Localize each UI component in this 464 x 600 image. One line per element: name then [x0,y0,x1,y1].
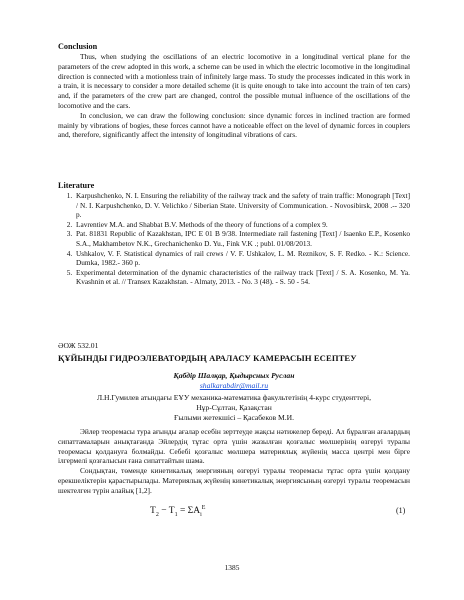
author-affiliation: Л.Н.Гумилев атындағы ЕҰУ механика-математика факультетінің 4-курс студенттері, [97,393,371,402]
literature-item: 5. Experimental determination of the dynamic characteristics of the railway track [Text] / S. A. Kosenko, M. Ya. Kvashnin et al. // Transex Kazakhstan. - Almaty, 2013. - No. 3 (48). - S. 50 - 54. [74,268,410,287]
supervisor: Ғылыми жетекшісі – Қасабеков М.И. [173,413,295,422]
article-authors: Қабдір Шалқар, Қыдырсных Руслан [173,371,295,380]
conclusion-section [58,42,410,140]
udk-code: ӘОЖ 532.01 [58,341,99,350]
article-paragraph-2: Сондықтан, төменде кинетикалық энергияның өзгеруі туралы теоремасы тұтас орта үшін қолдану ерекшеліктерін қарастырылады. Материялық жүйенің кинетикалық энергиясының өзгеруі туралы теоремасын шектелген түрін алайық [1,2]. [58,466,410,495]
literature-item: 3. Pat. 81831 Republic of Kazakhstan, IPC E 01 B 9/38. Intermediate rail fastening [Text] / Isaenko E.P., Kosenko S.A., Makhambetov N.K., Grechanichenko D. Yu., Fink V.K .; publ. 01/08/2013. [74,229,410,248]
equation-1: $T_2 - T_1 = \Sigma A_i^E$ [150,505,206,519]
conclusion-heading: Conclusion [58,42,98,51]
article-paragraph-1: Эйлер теоремасы тура ағынды ағалар есебін зерттеуде жақсы нәтижелер береді. Ал бұралған ағалардың сипаттамаларын анықтағанда Эйлердің тұтас орта үшін жазылған қозғалыс мөлшерінің өзгеруі туралы теоремасы қолдануға болмайды. Себебі қозғалыс мөлшера материялық жүйенің масса центрі мен бірге ілгермелі қозғалысын ғана сипаттайтын шама. [58,427,410,466]
article-body [58,427,410,496]
conclusion-paragraph-1: Thus, when studying the oscillations of an electric locomotive in a longitudinal vertical plane for the parameters of the crew adopted in this work, a scheme can be used in which the electric locomotive in the longitudinal direction is connected with a motionless train of infinitely large mass. To study the processes indicated in this work in a train, it is necessary to consider a more detailed scheme (it is quite enough to take into account the train of ten cars) and, if the parameters of the crew part are changed, control the possible mutual influence of the oscillations of the locomotive and the cars. [58,52,410,110]
literature-heading: Literature [58,181,95,190]
literature-item: 4. Ushkalov, V. F. Statistical dynamics of rail crews / V. F. Ushkalov, L. M. Reznikov, S. F. Redko. - K.: Science. Dumka, 1982.- 360 p. [74,249,410,268]
equation-number: (1) [396,506,406,515]
author-city: Нұр-Сұлтан, Қазақстан [196,403,272,412]
author-email-link[interactable]: shalkarabdir@mail.ru [199,381,269,390]
literature-item: 2. Lavrentiev M.A. and Shabbat B.V. Methods of the theory of functions of a complex 9. [74,220,410,230]
literature-section [58,181,410,287]
article-title: ҚҰЙЫНДЫ ГИДРОЭЛЕВАТОРДЫҢ АРАЛАСУ КАМЕРАСЫН ЕСЕПТЕУ [58,353,357,363]
conclusion-paragraph-2: In conclusion, we can draw the following conclusion: since dynamic forces in inclined traction are formed mainly by vibrations of bogies, these forces cannot have a noticeable effect on the level of dynamic forces in couplers and, therefore, significantly affect the intensity of longitudinal vibrations of cars. [58,110,410,140]
literature-item: 1. Karpushchenko, N. I. Ensuring the reliability of the railway track and the safety of train traffic: Monograph [Text] / N. I. Karpushchenko, D. V. Velichko / Siberian State. University of Communication. - Novosibirsk, 2008 .-- 320 p. [74,191,410,220]
literature-list [58,191,410,287]
page-number: 1385 [224,563,240,572]
